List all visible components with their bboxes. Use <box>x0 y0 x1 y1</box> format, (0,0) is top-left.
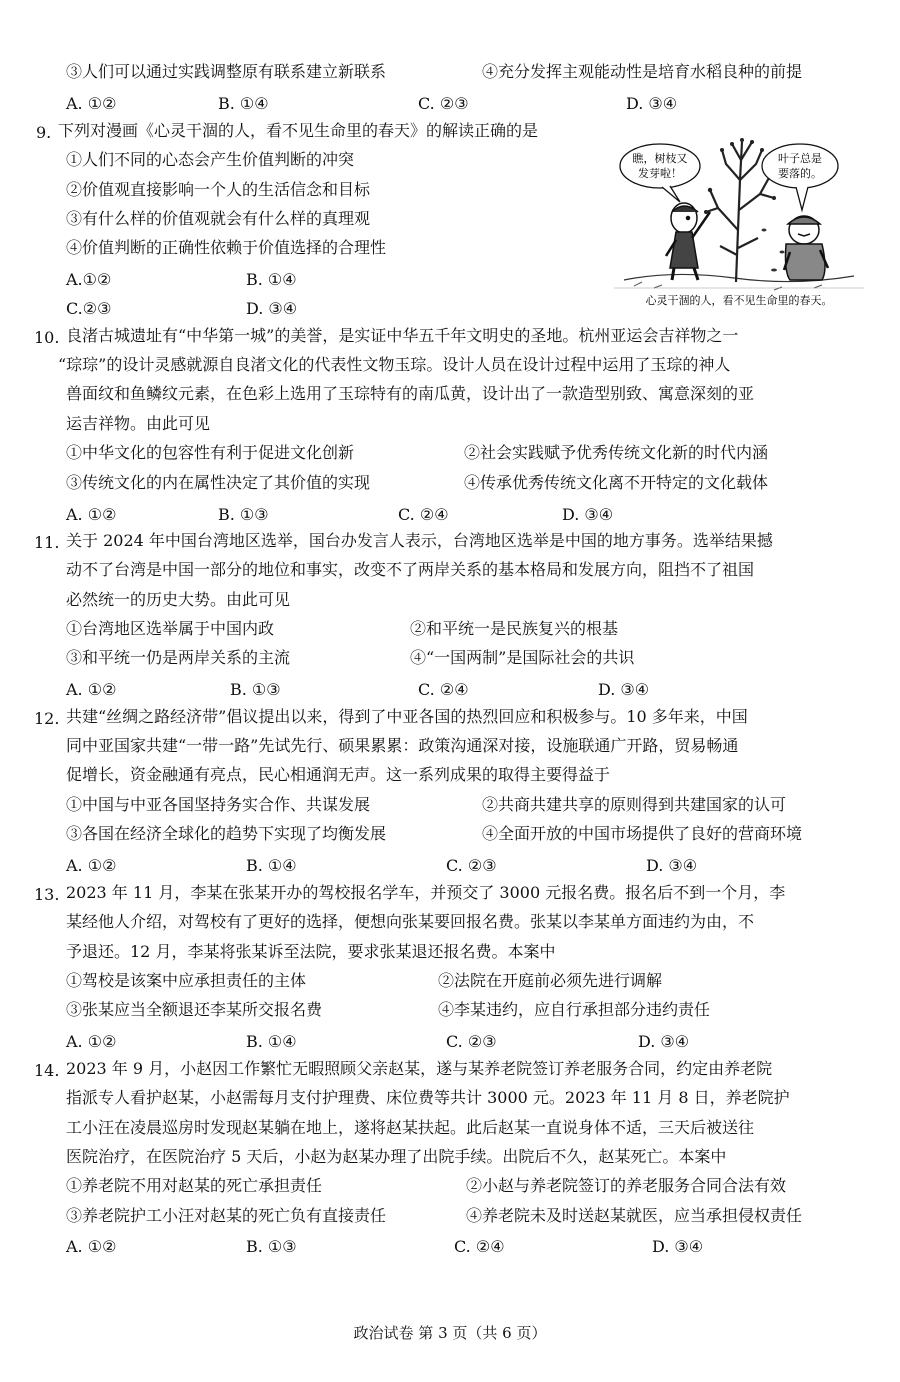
q14-stem-line4: 医院治疗，在医院治疗 5 天后，小赵为赵某办理了出院手续。出院后不久，赵某死亡。本案中 <box>66 1147 727 1166</box>
q13-stem-line2: 某经他人介绍，对驾校有了更好的选择，便想向张某要回报名费。张某以李某单方面违约为由，不 <box>66 912 755 931</box>
q11-option-d[interactable]: D. ③④ <box>598 680 650 699</box>
q9-item-3: ③有什么样的价值观就会有什么样的真理观 <box>66 209 371 228</box>
q10-stem-line4: 运吉祥物。由此可见 <box>66 414 211 433</box>
q11-item-3: ③和平统一仍是两岸关系的主流 <box>66 648 291 667</box>
bubble-right-line2: 要落的。 <box>778 167 822 180</box>
q12-options <box>66 856 856 874</box>
cartoon-caption: 心灵干涸的人，看不见生命里的春天。 <box>645 294 833 307</box>
q10-option-a[interactable]: A. ①② <box>66 505 117 524</box>
q13-item-3: ③张某应当全额退还李某所交报名费 <box>66 1000 323 1019</box>
q9-item-4: ④价值判断的正确性依赖于价值选择的合理性 <box>66 238 387 257</box>
q8-option-a[interactable]: A. ①② <box>66 94 117 113</box>
q11-item-2: ②和平统一是民族复兴的根基 <box>410 619 619 638</box>
q9-options-row2 <box>66 299 366 317</box>
q14-option-c[interactable]: C. ②④ <box>454 1237 505 1256</box>
q13-stem-line3: 予退还。12 月，李某将张某诉至法院，要求张某退还报名费。本案中 <box>66 942 556 961</box>
q12-stem-line1: 共建“丝绸之路经济带”倡议提出以来，得到了中亚各国的热烈回应和积极参与。10 多年来，中国 <box>66 707 748 726</box>
q11-stem-line2: 动不了台湾是中国一部分的地位和事实，改变不了两岸关系的基本格局和发展方向，阻挡不了祖国 <box>66 560 755 579</box>
left-figure <box>666 203 710 280</box>
q10-item-1: ①中华文化的包容性有利于促进文化创新 <box>66 443 355 462</box>
q14-stem-line2: 指派专人看护赵某，小赵需每月支付护理费、床位费等共计 3000 元。2023 年 11 月 8 日，养老院护 <box>66 1088 790 1107</box>
q11-item-4: ④“一国两制”是国际社会的共识 <box>410 648 635 667</box>
q8-option-d[interactable]: D. ③④ <box>626 94 678 113</box>
q10-stem-line2: “琮琮”的设计灵感就源自良渚文化的代表性文物玉琮。设计人员在设计过程中运用了玉琮的神人 <box>58 355 731 374</box>
q12-item-4: ④全面开放的中国市场提供了良好的营商环境 <box>482 824 803 843</box>
q9-option-d[interactable]: D. ③④ <box>246 299 298 318</box>
q9-option-a[interactable]: A.①② <box>66 270 112 289</box>
q12-stem-line2: 同中亚国家共建“一带一路”先试先行、硕果累累：政策沟通深对接，设施联通广开路，贸易畅通 <box>66 736 739 755</box>
q8-option-b[interactable]: B. ①④ <box>218 94 269 113</box>
q13-number: 13. <box>34 885 60 904</box>
q10-options <box>66 505 856 523</box>
q9-options-row1 <box>66 270 366 288</box>
q10-stem-line1: 良渚古城遗址有“中华第一城”的美誉，是实证中华五千年文明史的圣地。杭州亚运会吉祥物之一 <box>66 326 739 345</box>
q14-item-1: ①养老院不用对赵某的死亡承担责任 <box>66 1176 323 1195</box>
q14-option-d[interactable]: D. ③④ <box>652 1237 704 1256</box>
q13-stem-line1: 2023 年 11 月，李某在张某开办的驾校报名学车，并预交了 3000 元报名费。报名后不到一个月，李 <box>66 883 786 902</box>
q12-option-b[interactable]: B. ①④ <box>246 856 297 875</box>
q11-item-1: ①台湾地区选举属于中国内政 <box>66 619 275 638</box>
q10-item-3: ③传统文化的内在属性决定了其价值的实现 <box>66 473 371 492</box>
q12-stem-line3: 促增长，资金融通有亮点，民心相通润无声。这一系列成果的取得主要得益于 <box>66 765 611 784</box>
q14-stem-line3: 工小汪在凌晨巡房时发现赵某躺在地上，遂将赵某扶起。此后赵某一直说身体不适，三天后被送往 <box>66 1118 755 1137</box>
bubble-right-line1: 叶子总是 <box>778 152 822 165</box>
q14-item-4: ④养老院未及时送赵某就医，应当承担侵权责任 <box>466 1206 803 1225</box>
q14-option-b[interactable]: B. ①③ <box>246 1237 297 1256</box>
page-footer: 政治试卷 第 3 页（共 6 页） <box>353 1324 547 1342</box>
q13-option-a[interactable]: A. ①② <box>66 1032 117 1051</box>
q14-stem-line1: 2023 年 9 月，小赵因工作繁忙无暇照顾父亲赵某，遂与某养老院签订养老服务合同，约定由养老院 <box>66 1059 773 1078</box>
q11-option-b[interactable]: B. ①③ <box>230 680 281 699</box>
q14-item-2: ②小赵与养老院签订的养老服务合同合法有效 <box>466 1176 787 1195</box>
q9-number: 9. <box>36 123 52 142</box>
q8-item-3: ③人们可以通过实践调整原有联系建立新联系 <box>66 62 387 81</box>
q11-option-a[interactable]: A. ①② <box>66 680 117 699</box>
q9-option-b[interactable]: B. ①④ <box>246 270 297 289</box>
q8-options <box>66 94 856 112</box>
q9-item-1: ①人们不同的心态会产生价值判断的冲突 <box>66 150 355 169</box>
q10-item-4: ④传承优秀传统文化离不开特定的文化载体 <box>464 473 769 492</box>
q8-option-c[interactable]: C. ②③ <box>418 94 469 113</box>
bubble-left-line1: 瞧，树枝又 <box>632 152 688 165</box>
q11-options <box>66 680 856 698</box>
q11-option-c[interactable]: C. ②④ <box>418 680 469 699</box>
q10-option-b[interactable]: B. ①③ <box>218 505 269 524</box>
q12-option-d[interactable]: D. ③④ <box>646 856 698 875</box>
q8-item-4: ④充分发挥主观能动性是培育水稻良种的前提 <box>482 62 803 81</box>
bubble-left-line2: 发芽啦！ <box>638 167 682 180</box>
cartoon-illustration <box>614 120 864 312</box>
q13-option-c[interactable]: C. ②③ <box>446 1032 497 1051</box>
q9-stem: 下列对漫画《心灵干涸的人，看不见生命里的春天》的解读正确的是 <box>58 121 539 140</box>
q14-options <box>66 1237 856 1255</box>
q14-item-3: ③养老院护工小汪对赵某的死亡负有直接责任 <box>66 1206 387 1225</box>
q12-item-3: ③各国在经济全球化的趋势下实现了均衡发展 <box>66 824 387 843</box>
q9-cartoon <box>614 120 864 312</box>
q9-item-2: ②价值观直接影响一个人的生活信念和目标 <box>66 180 371 199</box>
q13-item-2: ②法院在开庭前必须先进行调解 <box>438 971 663 990</box>
q13-item-4: ④李某违约，应自行承担部分违约责任 <box>438 1000 711 1019</box>
q12-number: 12. <box>34 709 60 728</box>
q10-option-d[interactable]: D. ③④ <box>562 505 614 524</box>
q11-stem-line1: 关于 2024 年中国台湾地区选举，国台办发言人表示，台湾地区选举是中国的地方事务。选举结果撼 <box>66 531 773 550</box>
q10-stem-line3: 兽面纹和鱼鳞纹元素，在色彩上选用了玉琮特有的南瓜黄，设计出了一款造型别致、寓意深刻的亚 <box>66 384 755 403</box>
q13-option-d[interactable]: D. ③④ <box>638 1032 690 1051</box>
q10-option-c[interactable]: C. ②④ <box>398 505 449 524</box>
q12-item-1: ①中国与中亚各国坚持务实合作、共谋发展 <box>66 795 371 814</box>
q10-item-2: ②社会实践赋予优秀传统文化新的时代内涵 <box>464 443 769 462</box>
q10-number: 10. <box>34 328 60 347</box>
q14-option-a[interactable]: A. ①② <box>66 1237 117 1256</box>
q9-option-c[interactable]: C.②③ <box>66 299 112 318</box>
q12-option-a[interactable]: A. ①② <box>66 856 117 875</box>
q13-options <box>66 1032 856 1050</box>
q11-number: 11. <box>34 533 60 552</box>
q13-item-1: ①驾校是该案中应承担责任的主体 <box>66 971 307 990</box>
q14-number: 14. <box>34 1061 60 1080</box>
right-figure <box>784 216 828 280</box>
q12-option-c[interactable]: C. ②③ <box>446 856 497 875</box>
q11-stem-line3: 必然统一的历史大势。由此可见 <box>66 590 291 609</box>
q12-item-2: ②共商共建共享的原则得到共建国家的认可 <box>482 795 787 814</box>
q13-option-b[interactable]: B. ①④ <box>246 1032 297 1051</box>
